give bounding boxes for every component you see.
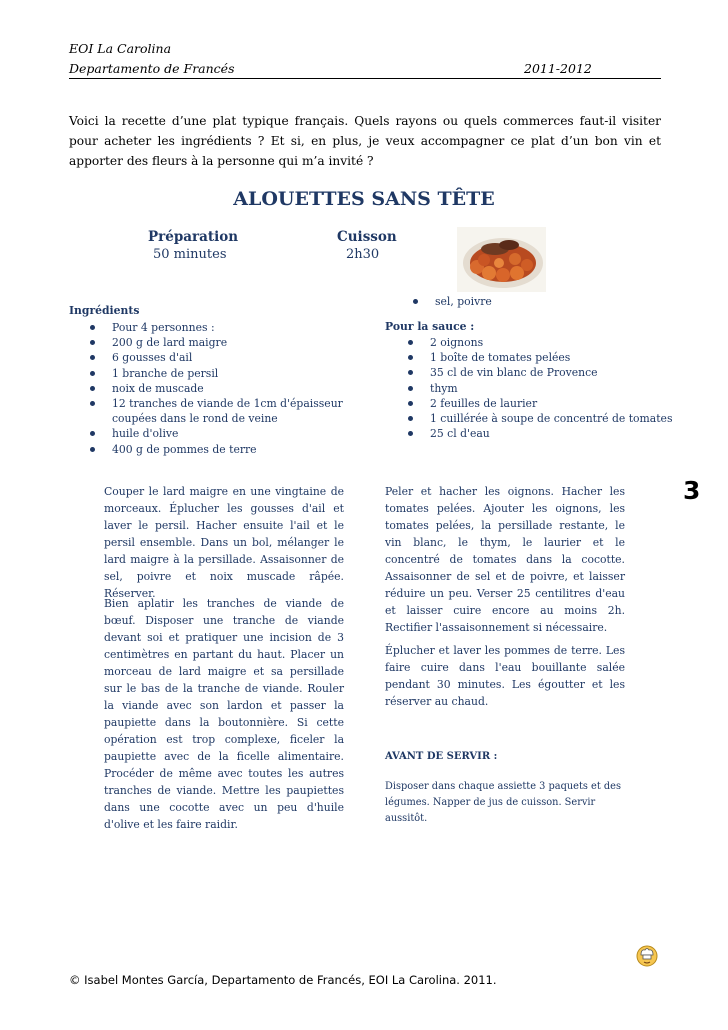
- avant-label: AVANT DE SERVIR :: [385, 751, 498, 762]
- list-item: 2 feuilles de laurier: [403, 396, 678, 411]
- sauce-label: Pour la sauce :: [385, 320, 475, 333]
- step-paragraph: Peler et hacher les oignons. Hacher les tomates pelées. Ajouter les oignons, les tomates pelées, la persillade restante, le vin blanc, le thym, le laurier et le concentré de tomates dans la cocotte. Assaisonner de sel et de poivre, et laisser réduire un peu. Verser 25 centilitres d'eau et laisser cuire encore au moins 2h. Rectifier l'assaisonnement si nécessaire.: [385, 485, 625, 634]
- list-item: 200 g de lard maigre: [85, 335, 355, 350]
- list-item: huile d'olive: [85, 426, 355, 441]
- list-item: 1 cuillérée à soupe de concentré de tomates: [403, 411, 678, 426]
- list-item: 35 cl de vin blanc de Provence: [403, 365, 678, 380]
- seasoning-list: [408, 294, 668, 309]
- list-item: 2 oignons: [403, 335, 678, 350]
- cuisson-value: 2h30: [346, 247, 380, 262]
- ingredients-label: Ingrédients: [69, 304, 140, 317]
- list-item: thym: [403, 381, 678, 396]
- step-paragraph: Couper le lard maigre en une vingtaine de morceaux. Éplucher les gousses d'ail et laver le persil. Hacher ensuite l'ail et le persil ensemble. Dans un bol, mélanger le lard maigre à la persillade. Assaisonner de sel, poivre et noix muscade râpée. Réserver.: [104, 485, 344, 600]
- sauce-list: [403, 335, 678, 441]
- ingredients-list: [85, 320, 355, 457]
- list-item: 400 g de pommes de terre: [85, 442, 355, 457]
- list-item: sel, poivre: [408, 294, 668, 309]
- avant-text: Disposer dans chaque assiette 3 paquets et des légumes. Napper de jus de cuisson. Servir aussitôt.: [385, 781, 621, 824]
- header-year: 2011-2012: [524, 61, 592, 76]
- step-paragraph: Bien aplatir les tranches de viande de bœuf. Disposer une tranche de viande devant soi et pratiquer une incision de 3 centimètres en partant du haut. Placer un morceau de lard maigre et sa persillade sur le bas de la tranche de viande. Rouler la viande avec son lardon et passer la paupiette dans la boutonnière. Si cette opération est trop complexe, ficeler la paupiette avec de la ficelle alimentaire. Procéder de même avec toutes les autres tranches de viande. Mettre les paupiettes dans une cocotte avec un peu d'huile d'olive et les faire raidir.: [104, 597, 344, 831]
- header-department: Departamento de Francés: [69, 61, 235, 76]
- recipe-title: ALOUETTES SANS TÊTE: [233, 188, 495, 210]
- list-item: Pour 4 personnes :: [85, 320, 355, 335]
- intro-paragraph: Voici la recette d’une plat typique français. Quels rayons ou quels commerces faut-il visiter pour acheter les ingrédients ? Et si, en plus, je veux accompagner ce plat d’un bon vin et apporter des fleurs à la personne qui m’a invité ?: [69, 114, 661, 168]
- step-paragraph: Éplucher et laver les pommes de terre. Les faire cuire dans l'eau bouillante salée pendant 30 minutes. Les égoutter et les réserver au chaud.: [385, 644, 625, 708]
- header-school: EOI La Carolina: [69, 41, 172, 56]
- dish-photo: [457, 227, 546, 292]
- page-number: 3: [683, 476, 701, 505]
- list-item: noix de muscade: [85, 381, 355, 396]
- list-item: 12 tranches de viande de 1cm d'épaisseur coupées dans le rond de veine: [85, 396, 355, 426]
- cuisson-label: Cuisson: [337, 229, 397, 245]
- list-item: 6 gousses d'ail: [85, 350, 355, 365]
- header-rule: [69, 78, 661, 79]
- list-item: 1 boîte de tomates pelées: [403, 350, 678, 365]
- footer-copyright: © Isabel Montes García, Departamento de Francés, EOI La Carolina. 2011.: [69, 973, 497, 987]
- preparation-label: Préparation: [148, 229, 239, 245]
- list-item: 1 branche de persil: [85, 366, 355, 381]
- chef-hat-icon: [636, 944, 658, 972]
- preparation-value: 50 minutes: [153, 247, 227, 262]
- list-item: 25 cl d'eau: [403, 426, 678, 441]
